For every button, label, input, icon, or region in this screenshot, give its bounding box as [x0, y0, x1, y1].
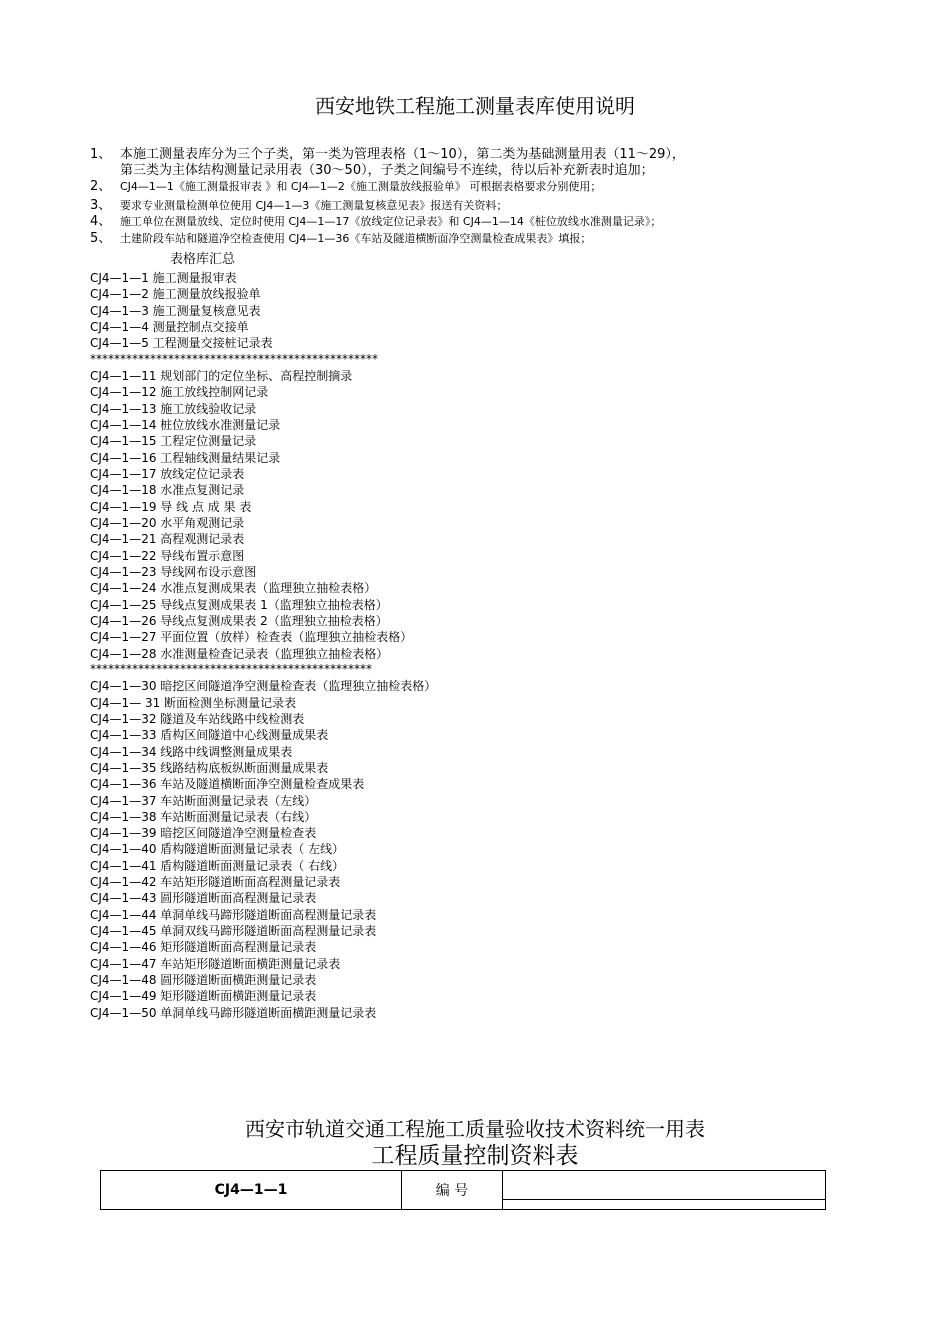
instructions	[90, 147, 870, 247]
instruction-number: 4、	[90, 214, 112, 229]
list-item: CJ4—1—26 导线点复测成果表 2（监理独立抽检表格）	[90, 613, 388, 628]
list-item: CJ4—1—4 测量控制点交接单	[90, 319, 249, 334]
separator: ***********************************************	[90, 661, 372, 676]
section-title: 西安市轨道交通工程施工质量验收技术资料统一用表	[245, 1117, 705, 1141]
instruction-2	[90, 179, 870, 198]
list-item: CJ4—1—48 圆形隧道断面横距测量记录表	[90, 973, 317, 988]
list-item: CJ4—1—33 盾构区间隧道中心线测量成果表	[90, 728, 329, 743]
table-row	[101, 1171, 826, 1210]
list-item: CJ4—1—38 车站断面测量记录表（右线）	[90, 809, 317, 824]
instruction-text: 本施工测量表库分为三个子类，第一类为管理表格（1～10），第二类为基础测量用表（11～29），	[120, 147, 685, 162]
list-item: CJ4—1—24 水准点复测成果表（监理独立抽检表格）	[90, 581, 377, 596]
list-item: CJ4—1—12 施工放线控制网记录	[90, 385, 269, 400]
list-item: CJ4—1—11 规划部门的定位坐标、高程控制摘录	[90, 368, 353, 383]
list-item: CJ4—1—39 暗挖区间隧道净空测量检查表	[90, 826, 317, 841]
number-label-cell: 编 号	[402, 1171, 503, 1210]
list-item: CJ4—1—25 导线点复测成果表 1（监理独立抽检表格）	[90, 597, 388, 612]
list-item: CJ4—1—30 暗挖区间隧道净空测量检查表（监理独立抽检表格）	[90, 679, 437, 694]
section-subtitle: 工程质量控制资料表	[371, 1143, 579, 1169]
list-item: CJ4—1—13 施工放线验收记录	[90, 401, 257, 416]
list-item: CJ4—1—42 车站矩形隧道断面高程测量记录表	[90, 875, 341, 890]
instruction-3	[90, 198, 870, 214]
list-item: CJ4—1—44 单洞单线马蹄形隧道断面高程测量记录表	[90, 907, 377, 922]
list-item: CJ4—1—50 单洞单线马蹄形隧道断面横距测量记录表	[90, 1005, 377, 1020]
instruction-number: 5、	[90, 231, 112, 246]
list-item: CJ4—1—41 盾构隧道断面测量记录表（ 右线）	[90, 858, 345, 873]
list-item: CJ4—1— 31 断面检测坐标测量记录表	[90, 695, 297, 710]
instruction-number: 3、	[90, 198, 112, 213]
list-item: CJ4—1—5 工程测量交接桩记录表	[90, 336, 273, 351]
control-table	[100, 1170, 826, 1210]
list-item: CJ4—1—15 工程定位测量记录	[90, 434, 257, 449]
list-item: CJ4—1—3 施工测量复核意见表	[90, 303, 261, 318]
list-item: CJ4—1—2 施工测量放线报验单	[90, 287, 261, 302]
list-item: CJ4—1—23 导线网布设示意图	[90, 564, 257, 579]
list-item: CJ4—1—46 矩形隧道断面高程测量记录表	[90, 940, 317, 955]
list-item: CJ4—1—14 桩位放线水准测量记录	[90, 417, 281, 432]
instruction-1	[90, 147, 870, 179]
instruction-number: 2、	[90, 179, 112, 194]
list-item: CJ4—1—36 车站及隧道横断面净空测量检查成果表	[90, 777, 365, 792]
instruction-text: 土建阶段车站和隧道净空检查使用 CJ4—1—36《车站及隧道横断面净空测量检查成果表》填报；	[120, 232, 592, 245]
list-item: CJ4—1—18 水准点复测记录	[90, 483, 245, 498]
instruction-text: CJ4—1—1《施工测量报审表 》和 CJ4—1—2《施工测量放线报验单》 可根据表格要求分别使用；	[120, 180, 602, 193]
list-item: CJ4—1—35 线路结构底板纵断面测量成果表	[90, 760, 329, 775]
list-item: CJ4—1—27 平面位置（放样）检查表（监理独立抽检表格）	[90, 630, 413, 645]
list-item: CJ4—1—40 盾构隧道断面测量记录表（ 左线）	[90, 842, 345, 857]
number-value-divider	[503, 1180, 825, 1200]
list-item: CJ4—1—45 单洞双线马蹄形隧道断面高程测量记录表	[90, 924, 377, 939]
list-item: CJ4—1—28 水准测量检查记录表（监理独立抽检表格）	[90, 646, 389, 661]
list-item: CJ4—1—37 车站断面测量记录表（左线）	[90, 793, 317, 808]
list-item: CJ4—1—22 导线布置示意图	[90, 548, 245, 563]
list-item: CJ4—1—34 线路中线调整测量成果表	[90, 744, 293, 759]
instruction-5	[90, 231, 870, 247]
page-title: 西安地铁工程施工测量表库使用说明	[315, 94, 635, 118]
separator: ************************************************	[90, 351, 378, 366]
instruction-4	[90, 214, 870, 231]
list-item: CJ4—1—19 导 线 点 成 果 表	[90, 499, 252, 514]
summary-heading: 表格库汇总	[170, 252, 236, 267]
number-value-cell[interactable]	[503, 1171, 826, 1210]
list-item: CJ4—1—43 圆形隧道断面高程测量记录表	[90, 891, 317, 906]
instruction-text: 要求专业测量检测单位使用 CJ4—1—3《施工测量复核意见表》报送有关资料；	[120, 199, 508, 212]
list-item: CJ4—1—32 隧道及车站线路中线检测表	[90, 711, 305, 726]
list-item: CJ4—1—20 水平角观测记录	[90, 515, 245, 530]
list-item: CJ4—1—17 放线定位记录表	[90, 466, 245, 481]
instruction-number: 1、	[90, 147, 112, 162]
instruction-text-cont: 第三类为主体结构测量记录用表（30～50），子类之间编号不连续，待以后补充新表时追加；	[120, 163, 654, 178]
list-item: CJ4—1—1 施工测量报审表	[90, 271, 237, 285]
list-item: CJ4—1—49 矩形隧道断面横距测量记录表	[90, 989, 317, 1004]
form-code-cell: CJ4—1—1	[101, 1171, 402, 1210]
form-list	[90, 270, 436, 1021]
list-item: CJ4—1—21 高程观测记录表	[90, 532, 245, 547]
instruction-text: 施工单位在测量放线、定位时使用 CJ4—1—17《放线定位记录表》和 CJ4—1—14《桩位放线水准测量记录》；	[120, 215, 662, 228]
list-item: CJ4—1—16 工程轴线测量结果记录	[90, 450, 281, 465]
list-item: CJ4—1—47 车站矩形隧道断面横距测量记录表	[90, 956, 341, 971]
